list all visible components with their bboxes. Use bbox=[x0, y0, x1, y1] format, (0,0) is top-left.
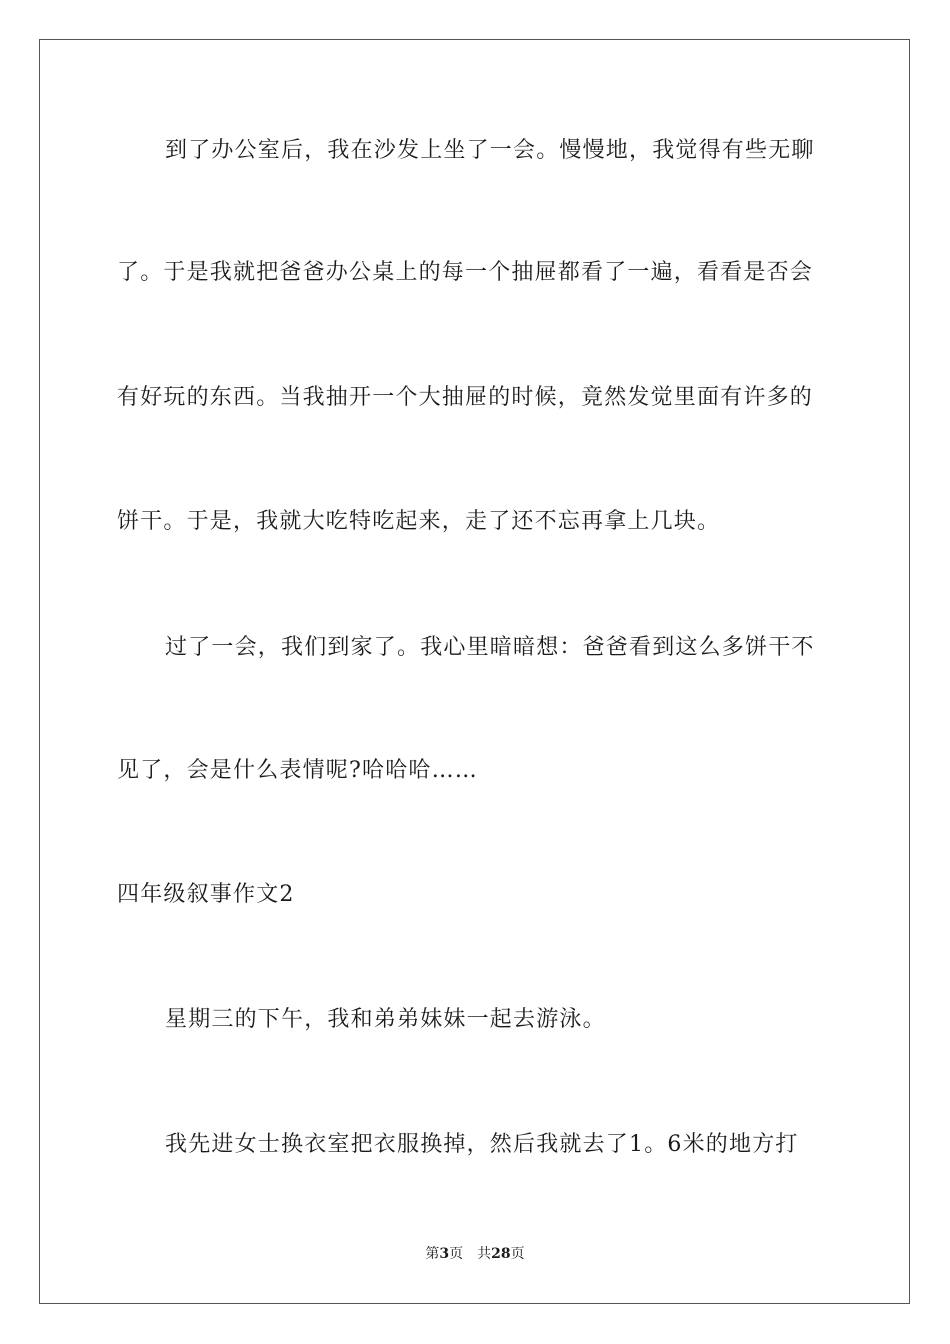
footer-total-prefix: 共 bbox=[477, 1246, 492, 1262]
body-text-line: 我先进女士换衣室把衣服换掉，然后我就去了1。6米的地方打 bbox=[165, 1132, 799, 1157]
section-heading: 四年级叙事作文2 bbox=[117, 882, 295, 907]
body-text-line: 饼干。于是，我就大吃特吃起来，走了还不忘再拿上几块。 bbox=[117, 509, 721, 534]
body-text-line: 见了，会是什么表情呢?哈哈哈…… bbox=[117, 758, 478, 783]
page-footer bbox=[0, 1245, 950, 1263]
body-text-line: 到了办公室后，我在沙发上坐了一会。慢慢地，我觉得有些无聊 bbox=[165, 138, 815, 163]
body-text-line: 过了一会，我们到家了。我心里暗暗想：爸爸看到这么多饼干不 bbox=[165, 635, 815, 660]
footer-page-prefix: 第 bbox=[425, 1246, 440, 1262]
body-text-line: 星期三的下午，我和弟弟妹妹一起去游泳。 bbox=[165, 1007, 606, 1032]
footer-total-pages: 28 bbox=[491, 1246, 511, 1262]
footer-page-suffix: 页 bbox=[449, 1246, 464, 1262]
body-text-line: 了。于是我就把爸爸办公桌上的每一个抽屉都看了一遍，看看是否会 bbox=[117, 260, 814, 285]
page-border bbox=[39, 39, 910, 1304]
body-text-line: 有好玩的东西。当我抽开一个大抽屉的时候，竟然发觉里面有许多的 bbox=[117, 385, 814, 410]
footer-page-current: 3 bbox=[439, 1246, 450, 1262]
footer-total-suffix: 页 bbox=[510, 1246, 525, 1262]
